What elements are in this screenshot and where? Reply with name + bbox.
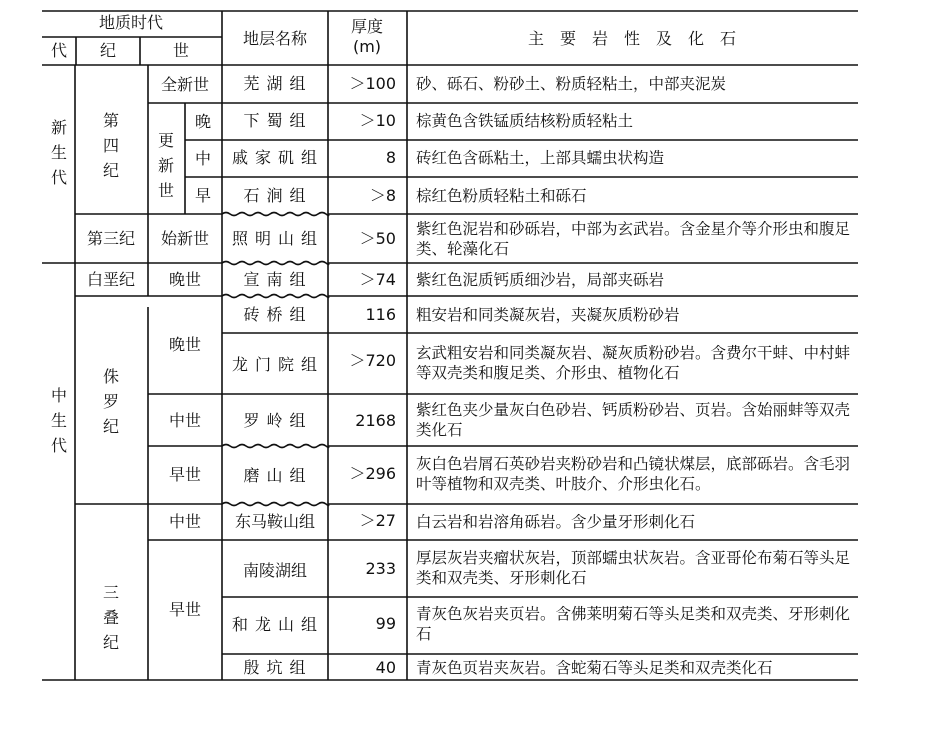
period-jurassic: 侏罗纪 [102, 367, 119, 436]
epoch-pleistocene-middle: 中 [194, 149, 212, 168]
formation-name: 南陵湖组 [242, 561, 308, 580]
epoch-eocene: 始新世 [160, 229, 210, 248]
formation-name: 宣南组 [243, 270, 313, 289]
era-mesozoic: 中生代 [50, 386, 67, 455]
formation-name: 和龙山组 [231, 615, 325, 634]
thickness-value: ＞50 [359, 229, 396, 248]
epoch-triassic-middle: 中世 [168, 512, 202, 531]
header-epoch: 世 [172, 41, 190, 60]
epoch-holocene: 全新世 [160, 75, 210, 94]
lithology-description: 青灰色灰岩夹页岩。含佛莱明菊石等头足类和双壳类、牙形刺化石 [416, 605, 851, 643]
epoch-jurassic-early: 早世 [168, 465, 202, 484]
thickness-value: ＞100 [349, 74, 396, 93]
lithology-description: 紫红色泥岩和砂砾岩，中部为玄武岩。含金星介等介形虫和腹足类、轮藻化石 [416, 220, 851, 258]
thickness-value: ＞10 [359, 111, 396, 130]
thickness-value: ＞74 [359, 270, 396, 289]
epoch-pleistocene-early: 早 [194, 186, 212, 205]
thickness-value: 99 [375, 614, 396, 633]
formation-name: 东马鞍山组 [234, 512, 316, 531]
formation-name: 砖桥组 [243, 305, 313, 324]
epoch-cretaceous-late: 晚世 [168, 270, 202, 289]
lithology-description: 紫红色夹少量灰白色砂岩、钙质粉砂岩、页岩。含始丽蚌等双壳类化石 [416, 401, 851, 439]
epoch-pleistocene: 更新世 [157, 131, 174, 200]
thickness-value: 2168 [355, 411, 396, 430]
epoch-pleistocene-late: 晚 [194, 112, 212, 131]
period-tertiary: 第三纪 [86, 229, 136, 248]
thickness-value: ＞296 [349, 464, 396, 483]
header-thickness-unit: (m) [352, 37, 382, 56]
thickness-value: ＞27 [359, 511, 396, 530]
epoch-jurassic-late: 晚世 [168, 335, 202, 354]
thickness-value: ＞8 [369, 186, 396, 205]
period-triassic: 三叠纪 [102, 583, 119, 652]
formation-name: 石涧组 [243, 186, 313, 205]
lithology-description: 青灰色页岩夹灰岩。含蛇菊石等头足类和双壳类化石 [416, 659, 773, 677]
header-formation: 地层名称 [242, 29, 308, 48]
lithology-description: 砖红色含砾粘土，上部具蠕虫状构造 [416, 149, 665, 167]
thickness-value: 116 [365, 305, 396, 324]
lithology-description: 玄武粗安岩和同类凝灰岩、凝灰质粉砂岩。含费尔干蚌、中村蚌等双壳类和腹足类、介形虫、植物化石 [416, 344, 851, 382]
lithology-description: 厚层灰岩夹瘤状灰岩，顶部蠕虫状灰岩。含亚哥伦布菊石等头足类和双壳类、牙形刺化石 [416, 549, 851, 587]
thickness-value: 233 [365, 559, 396, 578]
epoch-jurassic-middle: 中世 [168, 411, 202, 430]
lithology-description: 砂、砾石、粉砂土、粉质轻粘土，中部夹泥炭 [416, 75, 727, 93]
lithology-description: 灰白色岩屑石英砂岩夹粉砂岩和凸镜状煤层，底部砾岩。含毛羽叶等植物和双壳类、叶肢介、介形虫化石。 [416, 455, 851, 493]
header-period: 纪 [99, 41, 117, 60]
thickness-value: 40 [375, 658, 396, 677]
lithology-description: 粗安岩和同类凝灰岩，夹凝灰质粉砂岩 [416, 306, 680, 324]
era-cenozoic: 新生代 [50, 118, 67, 187]
header-geologic-time: 地质时代 [98, 13, 164, 32]
lithology-description: 白云岩和岩溶角砾岩。含少量牙形刺化石 [416, 513, 696, 531]
lithology-description: 紫红色泥质钙质细沙岩，局部夹砾岩 [416, 271, 665, 289]
header-era: 代 [50, 41, 68, 60]
lithology-description: 棕黄色含铁锰质结核粉质轻粘土 [416, 112, 634, 130]
formation-name: 下蜀组 [243, 111, 313, 130]
thickness-value: 8 [385, 148, 396, 167]
header-thickness: 厚度 [350, 17, 384, 36]
formation-name: 芜湖组 [243, 74, 313, 93]
period-quaternary: 第四纪 [102, 111, 119, 180]
epoch-triassic-early: 早世 [168, 600, 202, 619]
formation-name: 戚家矶组 [231, 148, 325, 167]
formation-name: 罗岭组 [243, 411, 313, 430]
header-lithology-fossils: 主 要 岩 性 及 化 石 [527, 29, 737, 48]
formation-name: 殷坑组 [243, 658, 313, 677]
formation-name: 磨山组 [243, 466, 313, 485]
lithology-description: 棕红色粉质轻粘土和砾石 [416, 187, 587, 205]
thickness-value: ＞720 [349, 351, 396, 370]
formation-name: 龙门院组 [231, 355, 325, 374]
period-cretaceous: 白垩纪 [86, 270, 136, 289]
formation-name: 照明山组 [231, 229, 325, 248]
